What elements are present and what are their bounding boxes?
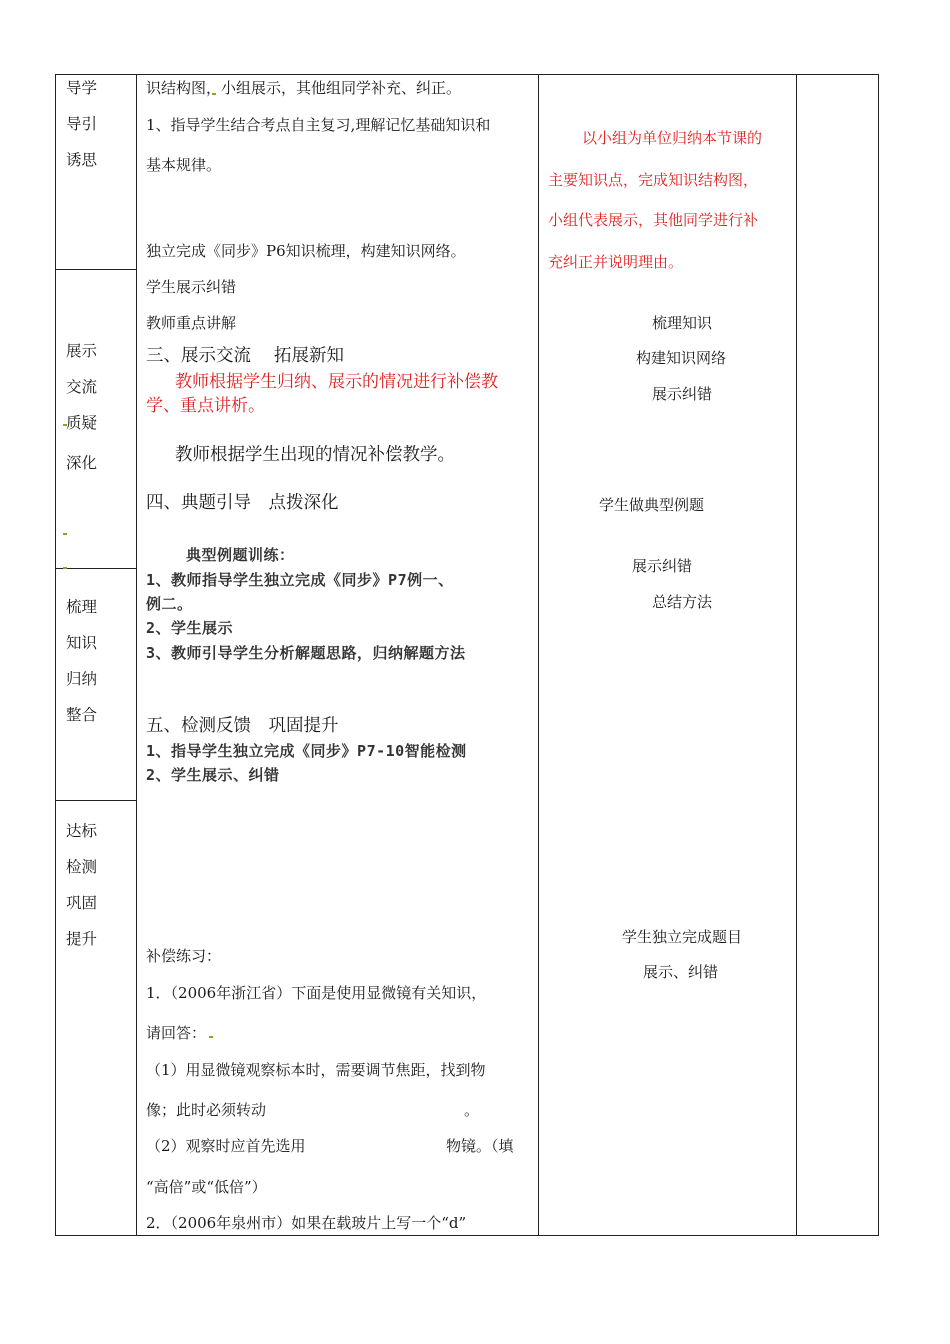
typical-item-3: 3、教师引导学生分析解题思路，归纳解题方法: [146, 644, 466, 662]
question-1: 1．（2006年浙江省）下面是使用显微镜有关知识，: [146, 984, 487, 1002]
student-activity-8: 展示、纠错: [643, 963, 719, 981]
label-line: 导引: [66, 115, 98, 133]
row-divider-3: [55, 800, 136, 801]
question-1-part-2-cont: “高倍”或“低倍”）: [146, 1178, 267, 1196]
label-line: 归纳: [66, 670, 98, 688]
question-1-part-2-tail: 物镜。（填: [446, 1137, 514, 1155]
label-line: 整合: [66, 706, 98, 724]
label-line: 知识: [66, 634, 98, 652]
label-line: 质疑: [66, 414, 98, 432]
typical-item-2: 2、学生展示: [146, 619, 234, 637]
group-task-line-4: 充纠正并说明理由。: [548, 253, 684, 271]
student-activity-1: 梳理知识: [652, 314, 713, 332]
compensation-title: 补偿练习：: [146, 947, 222, 965]
question-1-part-1: （1）用显微镜观察标本时，需要调节焦距，找到物: [146, 1061, 486, 1079]
student-activity-4: 学生做典型例题: [599, 496, 705, 514]
teacher-remediation: 教师根据学生出现的情况补偿教学。: [175, 445, 455, 465]
label-line: 提升: [66, 930, 98, 948]
label-line: 巩固: [66, 894, 98, 912]
group-task-line-3: 小组代表展示，其他同学进行补: [548, 211, 759, 229]
stray-mark: [209, 1036, 213, 1038]
label-line: 展示: [66, 342, 98, 360]
guide-step-1: 1、指导学生结合考点自主复习,理解记忆基础知识和: [146, 116, 491, 134]
stage-label-show: [66, 341, 97, 489]
question-2: 2．（2006年泉州市）如果在载玻片上写一个“d”: [146, 1214, 467, 1232]
stage-label-summary: [66, 597, 97, 741]
row-divider-2: [55, 568, 136, 569]
intro-line: 识结构图，小组展示，其他组同学补充、纠正。: [146, 79, 462, 97]
label-line: 达标: [66, 822, 98, 840]
student-activity-6: 总结方法: [652, 593, 713, 611]
typical-title: 典型例题训练：: [186, 546, 295, 564]
label-line: 导学: [66, 79, 98, 97]
row-divider-1: [55, 269, 136, 270]
student-activity-3: 展示纠错: [652, 385, 713, 403]
group-task-line-2: 主要知识点，完成知识结构图，: [548, 171, 759, 189]
independent-task: 独立完成《同步》P6知识梳理，构建知识网络。: [146, 242, 466, 260]
blank-end: 。: [464, 1101, 480, 1119]
label-line: 梳理: [66, 598, 98, 616]
group-task-line-1: 以小组为单位归纳本节课的: [582, 129, 763, 147]
check-item-2: 2、学生展示、纠错: [146, 766, 280, 784]
check-item-1: 1、指导学生独立完成《同步》P7-10智能检测: [146, 742, 467, 760]
guide-step-1-cont: 基本规律。: [146, 156, 222, 174]
student-activity-7: 学生独立完成题目: [622, 928, 743, 946]
section-heading-4: 四、典题引导 点拨深化: [146, 493, 339, 513]
label-line: 深化: [66, 454, 98, 472]
column-divider-1: [136, 74, 137, 1236]
question-1-part-1-cont: 像；此时必须转动: [146, 1101, 267, 1119]
teacher-explain: 教师重点讲解: [146, 314, 237, 332]
stray-mark: [63, 533, 67, 535]
red-note-line-2: 学、重点讲析。: [146, 396, 265, 416]
label-line: 诱思: [66, 151, 98, 169]
red-note-line-1: 教师根据学生归纳、展示的情况进行补偿教: [175, 372, 498, 392]
column-divider-2: [538, 74, 539, 1236]
student-activity-5: 展示纠错: [632, 557, 693, 575]
label-line: 检测: [66, 858, 98, 876]
column-divider-3: [796, 74, 797, 1236]
stage-label-guide: [66, 78, 97, 186]
typical-item-1-cont: 例二。: [146, 595, 193, 613]
student-activity-2: 构建知识网络: [636, 349, 727, 367]
stage-label-check: [66, 821, 97, 965]
label-line: 交流: [66, 378, 98, 396]
typical-item-1: 1、教师指导学生独立完成《同步》P7例一、: [146, 571, 454, 589]
student-show: 学生展示纠错: [146, 278, 237, 296]
stray-mark: [63, 567, 67, 569]
section-heading-3: 三、展示交流 拓展新知: [146, 346, 345, 366]
question-1-cont: 请回答：: [146, 1024, 207, 1042]
section-heading-5: 五、检测反馈 巩固提升: [146, 716, 339, 736]
question-1-part-2: （2）观察时应首先选用: [146, 1137, 306, 1155]
